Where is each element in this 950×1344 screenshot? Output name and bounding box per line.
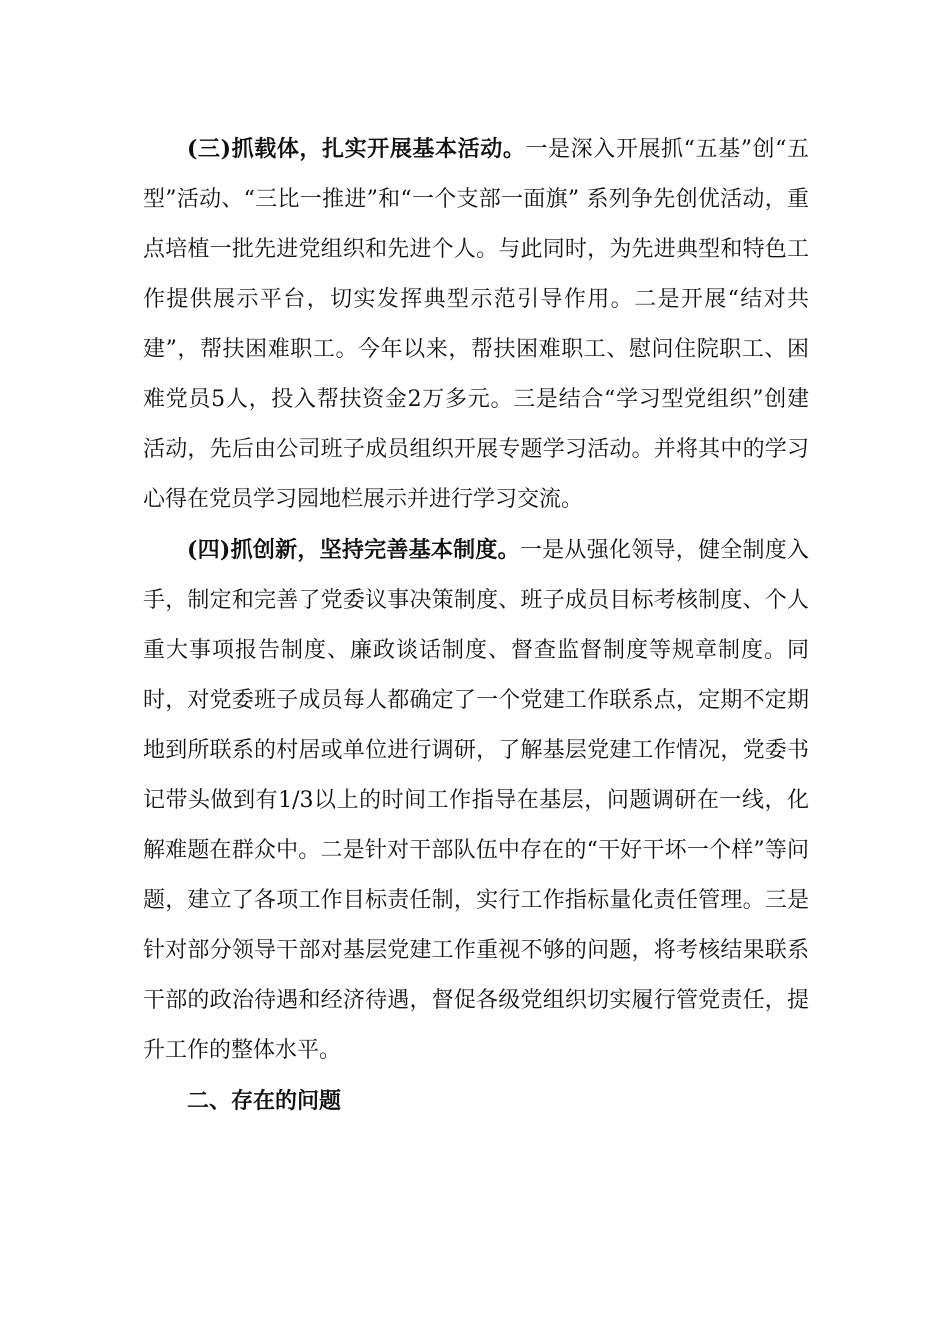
section-heading-problems: 二、存在的问题 xyxy=(187,1088,342,1114)
paragraph-lead-heading: (三)抓载体，扎实开展基本活动。 xyxy=(187,136,526,162)
paragraph-carrier-activities xyxy=(143,124,809,525)
document-body xyxy=(143,124,809,1126)
paragraph-lead-heading: (四)抓创新，坚持完善基本制度。 xyxy=(187,537,520,563)
paragraph-body-text: 一是从强化领导，健全制度入手，制定和完善了党委议事决策制度、班子成员目标考核制度、个人重大事项报告制度、廉政谈话制度、督查监督制度等规章制度。同时，对党委班子成员每人都确定了一个党建工作联系点，定期不定期地到所联系的村居或单位进行调研，了解基层党建工作情况，党委书记带头做到有1/3以上的时间工作指导在基层，问题调研在一线，化解难题在群众中。二是针对干部队伍中存在的“干好干坏一个样”等问题，建立了各项工作目标责任制，实行工作指标量化责任管理。三是针对部分领导干部对基层党建工作重视不够的问题，将考核结果联系干部的政治待遇和经济待遇，督促各级党组织切实履行管党责任，提升工作的整体水平。 xyxy=(143,538,809,1063)
paragraph-innovation-systems xyxy=(143,525,809,1076)
paragraph-body-text: 一是深入开展抓“五基”创“五型”活动、“三比一推进”和“一个支部一面旗” 系列争先创优活动，重点培植一批先进党组织和先进个人。与此同时，为先进典型和特色工作提供展示平台，切实发挥典型示范引导作用。二是开展“结对共建”，帮扶困难职工。今年以来，帮扶困难职工、慰问住院职工、困难党员5人，投入帮扶资金2万多元。三是结合“学习型党组织”创建活动，先后由公司班子成员组织开展专题学习活动。并将其中的学习心得在党员学习园地栏展示并进行学习交流。 xyxy=(143,137,809,512)
